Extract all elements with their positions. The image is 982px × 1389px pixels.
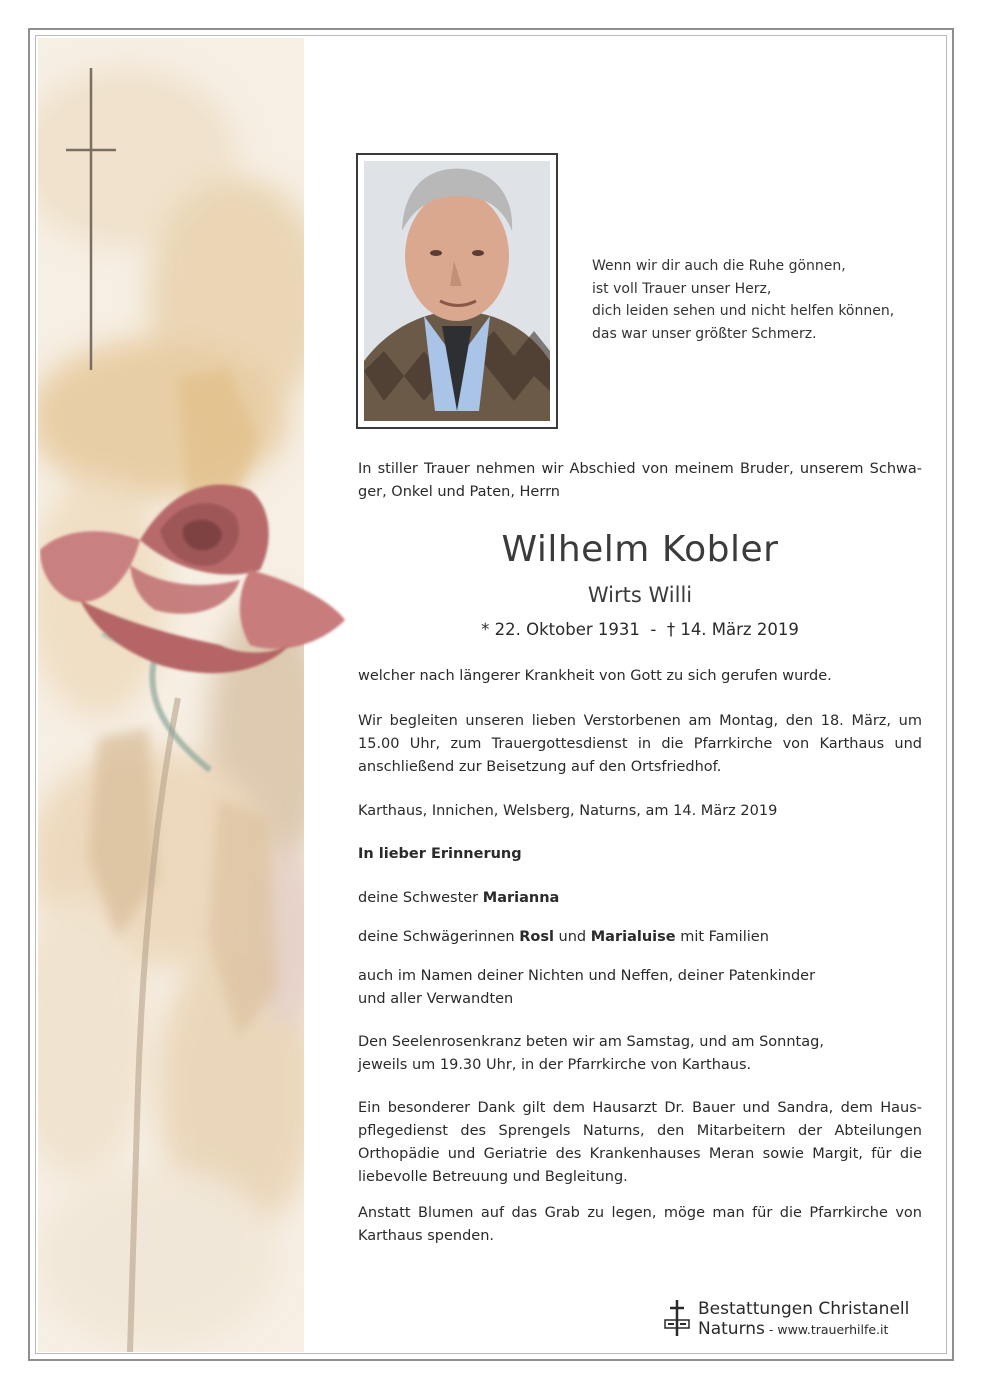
sil-prefix: deine Schwägerinnen (358, 929, 520, 945)
verse-line: dich leiden sehen und nicht helfen können, (592, 303, 895, 319)
sil-name-1: Rosl (519, 929, 554, 945)
undertaker-town: Naturns (698, 1319, 765, 1339)
intro-line: ger, Onkel und Paten, Herrn (358, 484, 560, 500)
memory-heading: In lieber Erinnerung (358, 846, 522, 862)
intro-line: In stiller Trauer nehmen wir Abschied von meinem Bruder, unserem Schwa- (358, 461, 922, 477)
intro-text (358, 458, 922, 504)
flowers-text (358, 1202, 922, 1248)
sil-middle: und (553, 929, 591, 945)
verse-line: ist voll Trauer unser Herz, (592, 280, 772, 297)
sisters-in-law-line (358, 926, 922, 949)
portrait-photo (364, 161, 550, 421)
sil-suffix: mit Familien (675, 929, 769, 945)
funeral-line: anschließend zur Beisetzung auf den Ortsfriedhof. (358, 759, 722, 775)
rosary-line: jeweils um 19.30 Uhr, in der Pfarrkirche von Karthaus. (358, 1057, 752, 1073)
flowers-line: Anstatt Blumen auf das Grab zu legen, möge man für die Pfarrkirche von (358, 1205, 922, 1221)
sister-line (358, 887, 922, 910)
relatives-line: und aller Verwandten (358, 991, 514, 1007)
relatives-text (358, 965, 922, 1011)
called-text: welcher nach längerer Krankheit von Gott zu sich gerufen wurde. (358, 668, 832, 684)
verse-line: Wenn wir dir auch die Ruhe gönnen, (592, 258, 846, 274)
cross-icon (66, 68, 126, 378)
sister-prefix: deine Schwester (358, 890, 483, 906)
rosary-line: Den Seelenrosenkranz beten wir am Samstag, und am Sonntag, (358, 1034, 824, 1050)
thanks-text (358, 1097, 922, 1189)
thanks-line: Ein besonderer Dank gilt dem Hausarzt Dr. Bauer und Sandra, dem Haus- (358, 1100, 922, 1116)
thanks-line: pflegedienst des Sprengels Naturns, den Mitarbeitern der Abteilungen (358, 1123, 922, 1139)
undertaker-name: Bestattungen Christanell (698, 1299, 910, 1319)
thanks-line: Orthopädie und Geriatrie des Krankenhauses Meran sowie Margit, für die (358, 1146, 922, 1162)
sil-name-2: Marialuise (590, 929, 676, 945)
life-dates: * 22. Oktober 1931 - † 14. März 2019 (481, 620, 799, 639)
portrait-frame (356, 153, 558, 429)
undertaker-website[interactable]: - www.trauerhilfe.it (764, 1322, 889, 1337)
verse-line: das war unser größter Schmerz. (592, 325, 817, 342)
deceased-nickname: Wirts Willi (587, 583, 693, 607)
undertaker-logo-icon (662, 1298, 692, 1338)
flowers-line: Karthaus spenden. (358, 1228, 495, 1244)
relatives-line: auch im Namen deiner Nichten und Neffen, deiner Patenkinder (358, 968, 816, 984)
undertaker-block (698, 1299, 909, 1340)
deceased-name: Wilhelm Kobler (501, 529, 779, 570)
funeral-text (358, 710, 922, 779)
place-date: Karthaus, Innichen, Welsberg, Naturns, am 14. März 2019 (358, 803, 778, 819)
verse-block (592, 255, 894, 345)
thanks-line: liebevolle Betreuung und Begleitung. (358, 1169, 628, 1185)
rose-illustration (40, 470, 350, 780)
sister-name: Marianna (482, 890, 560, 906)
funeral-line: 15.00 Uhr, zum Trauergottesdienst in die Pfarrkirche von Karthaus und (358, 736, 922, 752)
rosary-text (358, 1031, 922, 1077)
funeral-line: Wir begleiten unseren lieben Verstorbenen am Montag, den 18. März, um (358, 713, 922, 729)
